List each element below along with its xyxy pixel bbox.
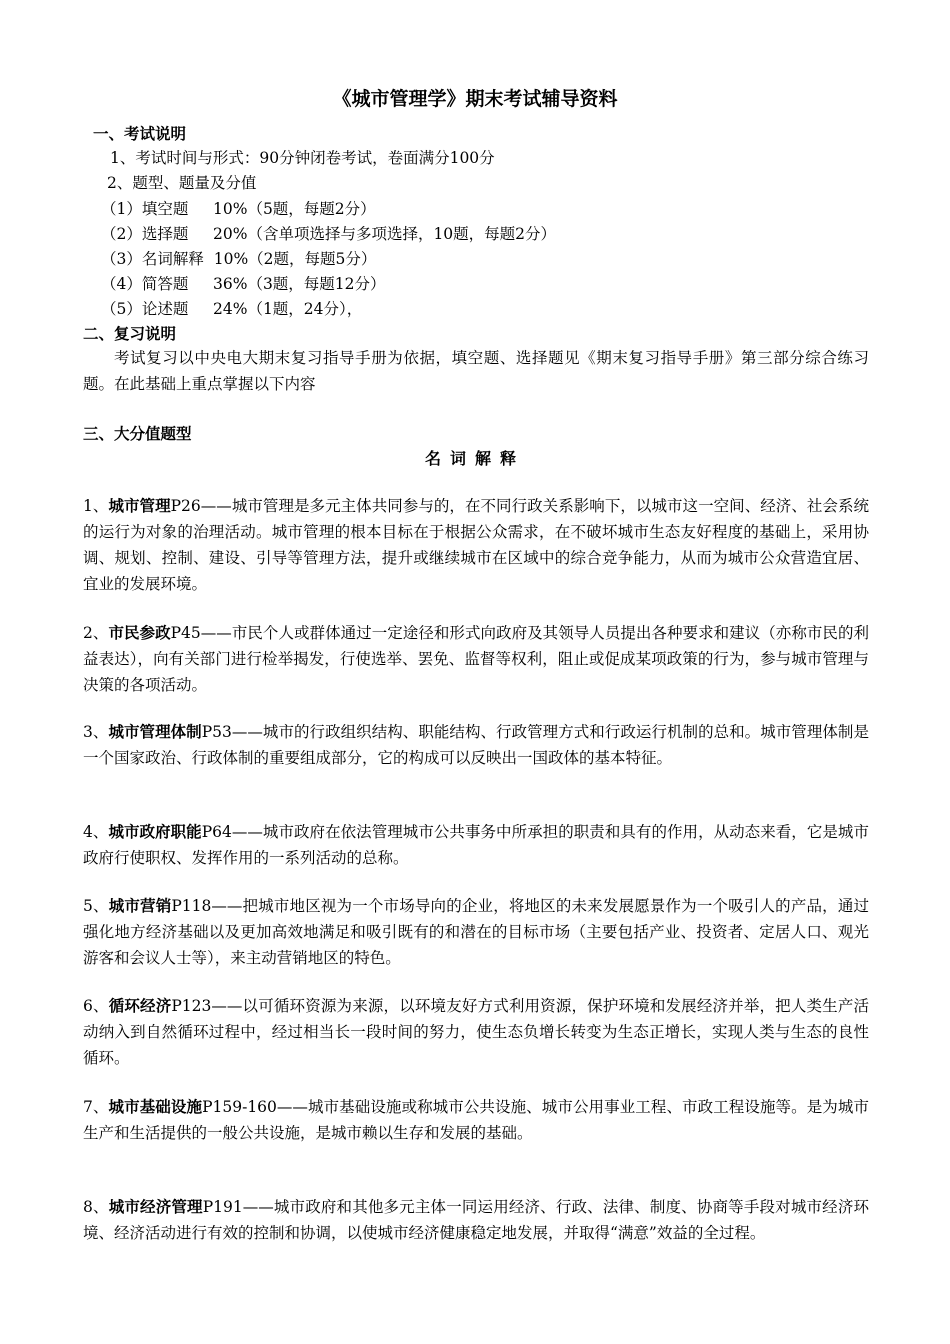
term-name: 城市政府职能 bbox=[108, 823, 202, 841]
term-entry bbox=[83, 719, 869, 771]
section1-heading: 一、考试说明 bbox=[93, 125, 187, 143]
term-name: 城市营销 bbox=[108, 897, 172, 915]
term-number: 3、 bbox=[83, 723, 109, 741]
term-definition: P45——市民个人或群体通过一定途径和形式向政府及其领导人员提出各种要求和建议（亦称市民的利益表达），向有关部门进行检举揭发，行使选举、罢免、监督等权利，阻止或促成某项政策的行为，参与城市管理与决策的各项活动。 bbox=[83, 624, 869, 694]
term-number: 6、 bbox=[83, 997, 109, 1015]
term-entry bbox=[83, 493, 869, 597]
term-definition: P53——城市的行政组织结构、职能结构、行政管理方式和行政运行机制的总和。城市管理体制是一个国家政治、行政体制的重要组成部分，它的构成可以反映出一国政体的基本特征。 bbox=[83, 723, 869, 767]
term-name: 城市管理 bbox=[108, 497, 171, 515]
term-entry bbox=[83, 1094, 869, 1146]
terms-subheading: 名词解释 bbox=[424, 449, 525, 468]
term-definition: P159-160——城市基础设施或称城市公共设施、城市公用事业工程、市政工程设施等。是为城市生产和生活提供的一般公共设施，是城市赖以生存和发展的基础。 bbox=[83, 1098, 869, 1142]
term-entry bbox=[83, 1194, 869, 1246]
term-number: 5、 bbox=[83, 897, 109, 915]
question-type-line: （2）选择题 20%（含单项选择与多项选择，10题，每题2分） bbox=[101, 225, 557, 243]
term-definition: P123——以可循环资源为来源，以环境友好方式利用资源，保护环境和发展经济并举，把人类生产活动纳入到自然循环过程中，经过相当长一段时间的努力，使生态负增长转变为生态正增长，实现人类与生态的良性循环。 bbox=[83, 997, 869, 1067]
question-type-line: （1）填空题 10%（5题，每题2分） bbox=[101, 200, 376, 218]
term-definition: P118——把城市地区视为一个市场导向的企业，将地区的未来发展愿景作为一个吸引人的产品，通过强化地方经济基础以及更加高效地满足和吸引既有的和潜在的目标市场（主要包括产业、投资者、定居人口、观光游客和会议人士等），来主动营销地区的特色。 bbox=[83, 897, 869, 967]
term-definition: P26——城市管理是多元主体共同参与的，在不同行政关系影响下，以城市这一空间、经济、社会系统的运行为对象的治理活动。城市管理的根本目标在于根据公众需求，在不破坏城市生态友好程度的基础上，采用协调、规划、控制、建设、引导等管理方法，提升或继续城市在区域中的综合竞争能力，从而为城市公众营造宜居、宜业的发展环境。 bbox=[83, 497, 869, 593]
term-number: 4、 bbox=[83, 823, 109, 841]
question-type-line: （5）论述题 24%（1题，24分）， bbox=[101, 300, 363, 318]
term-definition: P191——城市政府和其他多元主体一同运用经济、行政、法律、制度、协商等手段对城市经济环境、经济活动进行有效的控制和协调，以使城市经济健康稳定地发展，并取得“满意”效益的全过程。 bbox=[83, 1198, 869, 1242]
term-entry bbox=[83, 620, 869, 698]
term-number: 2、 bbox=[83, 624, 109, 642]
term-entry bbox=[83, 893, 869, 971]
term-name: 城市管理体制 bbox=[108, 723, 202, 741]
term-number: 7、 bbox=[83, 1098, 109, 1116]
question-type-line: （4）简答题 36%（3题，每题12分） bbox=[101, 275, 386, 293]
term-number: 1、 bbox=[83, 497, 109, 515]
term-entry bbox=[83, 993, 869, 1071]
term-entry bbox=[83, 819, 869, 871]
question-type-line: （3）名词解释 10%（2题，每题5分） bbox=[101, 250, 377, 268]
term-name: 城市经济管理 bbox=[108, 1198, 203, 1216]
section2-heading: 二、复习说明 bbox=[83, 325, 177, 343]
term-definition: P64——城市政府在依法管理城市公共事务中所承担的职责和具有的作用，从动态来看，它是城市政府行使职权、发挥作用的一系列活动的总称。 bbox=[83, 823, 869, 867]
term-number: 8、 bbox=[83, 1198, 109, 1216]
term-name: 市民参政 bbox=[108, 624, 171, 642]
section3-heading: 三、大分值题型 bbox=[83, 425, 192, 443]
document-title: 《城市管理学》期末考试辅导资料 bbox=[332, 88, 618, 110]
term-name: 循环经济 bbox=[108, 997, 172, 1015]
term-name: 城市基础设施 bbox=[108, 1098, 203, 1116]
review-description: 考试复习以中央电大期末复习指导手册为依据，填空题、选择题见《期末复习指导手册》第三部分综合练习题。在此基础上重点掌握以下内容 bbox=[83, 349, 869, 393]
exam-time-item: 1、考试时间与形式：90分钟闭卷考试，卷面满分100分 bbox=[110, 149, 495, 167]
question-types-item: 2、题型、题量及分值 bbox=[107, 174, 257, 192]
